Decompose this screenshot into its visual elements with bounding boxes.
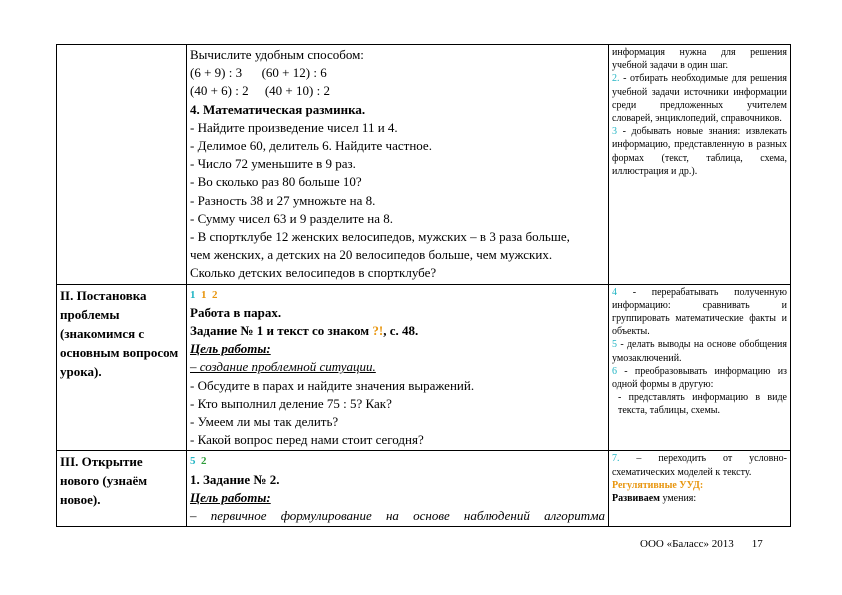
list-item: - Число 72 уменьшите в 9 раз. [190, 156, 356, 172]
uud-number: 5 [612, 339, 617, 351]
task-text: Задание № 1 и текст со знаком [190, 323, 373, 339]
uud-paragraph [612, 365, 787, 391]
section-heading: 4. Математическая разминка. [190, 101, 366, 117]
table-row [57, 284, 791, 451]
marker-number: 5 [190, 455, 196, 468]
lesson-table [56, 44, 791, 527]
stage-cell [57, 451, 187, 527]
marker-number: 2 [201, 455, 207, 468]
task-line: 1. Задание № 2. [190, 471, 280, 487]
goal-label: Цель работы: [190, 341, 271, 357]
list-item: - Найдите произведение чисел 11 и 4. [190, 119, 398, 135]
text-line: (6 + 9) : 3 (60 + 12) : 6 [190, 65, 327, 81]
task-line [190, 322, 605, 340]
task-text: , с. 48. [383, 323, 419, 339]
marker-number: 1 [201, 288, 207, 301]
uud-paragraph [612, 125, 787, 178]
uud-cell [609, 284, 791, 451]
uud-paragraph [612, 391, 787, 417]
uud-paragraph [612, 479, 787, 492]
content-cell [187, 45, 609, 285]
uud-text: информация нужна для решения учебной задачи в один шаг. [612, 47, 787, 72]
uud-paragraph [612, 452, 787, 478]
uud-text: – переходить от условно-схематических моделей к тексту. [612, 453, 787, 478]
table-row [57, 451, 791, 527]
uud-text: умения: [659, 493, 697, 505]
list-item: - Обсудите в парах и найдите значения выражений. [190, 377, 475, 393]
goal-text: – первичное формулирование на основе наблюдений алгоритма [190, 508, 605, 524]
page-number: 17 [751, 538, 763, 550]
number-markers [190, 452, 605, 470]
list-item: - Делимое 60, делитель 6. Найдите частное. [190, 138, 432, 154]
uud-cell [609, 451, 791, 527]
content-cell [187, 284, 609, 451]
list-item: - В спортклубе 12 женских велосипедов, мужских – в 3 раза больше, [190, 229, 570, 245]
uud-paragraph [612, 338, 787, 364]
uud-paragraph [612, 286, 787, 339]
uud-text: Развиваем [612, 493, 660, 505]
uud-heading: Регулятивные УУД: [612, 479, 704, 491]
stage-title: II. Постановка проблемы (знакомимся с основным вопросом урока). [60, 287, 179, 379]
list-item: - Умеем ли мы так делить? [190, 414, 339, 430]
stage-cell [57, 284, 187, 451]
uud-paragraph [612, 72, 787, 125]
content-cell [187, 451, 609, 527]
uud-text: - представлять информацию в виде текста, таблицы, схемы. [618, 392, 787, 417]
uud-number: 2. [612, 73, 620, 85]
text-line: (40 + 6) : 2 (40 + 10) : 2 [190, 83, 330, 99]
uud-cell [609, 45, 791, 285]
list-item: - Во сколько раз 80 больше 10? [190, 174, 362, 190]
uud-paragraph [612, 492, 787, 505]
task-sign: ?! [372, 323, 384, 339]
stage-cell [57, 45, 187, 285]
uud-text: - преобразовывать информацию из одной формы в другую: [612, 365, 787, 391]
number-markers [190, 286, 605, 304]
goal-text: – создание проблемной ситуации. [190, 359, 376, 375]
page-footer [640, 538, 763, 550]
uud-paragraph [612, 46, 787, 72]
marker-number: 1 [190, 288, 196, 301]
section-heading: Работа в парах. [190, 304, 282, 320]
uud-text: - делать выводы на основе обобщения умозаключений. [612, 339, 787, 364]
list-item: чем женских, а детских на 20 велосипедов больше, чем мужских. [190, 247, 553, 263]
footer-company: ООО «Баласс» 2013 [640, 538, 734, 550]
uud-number: 6 [612, 365, 617, 377]
goal-label: Цель работы: [190, 489, 271, 505]
list-item: - Какой вопрос перед нами стоит сегодня? [190, 432, 424, 448]
uud-number: 7. [612, 453, 620, 465]
stage-title: III. Открытие нового (узнаём новое). [60, 454, 148, 508]
list-item: - Кто выполнил деление 75 : 5? Как? [190, 395, 392, 411]
list-item: - Разность 38 и 27 умножьте на 8. [190, 192, 376, 208]
text-line: Вычислите удобным способом: [190, 47, 364, 62]
list-item: - Сумму чисел 63 и 9 разделите на 8. [190, 210, 394, 226]
uud-number: 4 [612, 286, 617, 298]
marker-number: 2 [212, 288, 218, 301]
uud-text: - отбирать необходимые для решения учебной задачи источники информации среди предложенных учителем словарей, энциклопедий, справочников. [612, 73, 787, 125]
uud-text: - перерабатывать полученную информацию: сравнивать и группировать математические факты и объекты. [612, 286, 787, 338]
list-item: Сколько детских велосипедов в спортклубе? [190, 265, 437, 281]
table-row [57, 45, 791, 285]
uud-number: 3 [612, 126, 617, 138]
uud-text: - добывать новые знания: извлекать информацию, представленную в разных формах (текст, таблица, схема, иллюстрация и др.). [612, 126, 787, 177]
